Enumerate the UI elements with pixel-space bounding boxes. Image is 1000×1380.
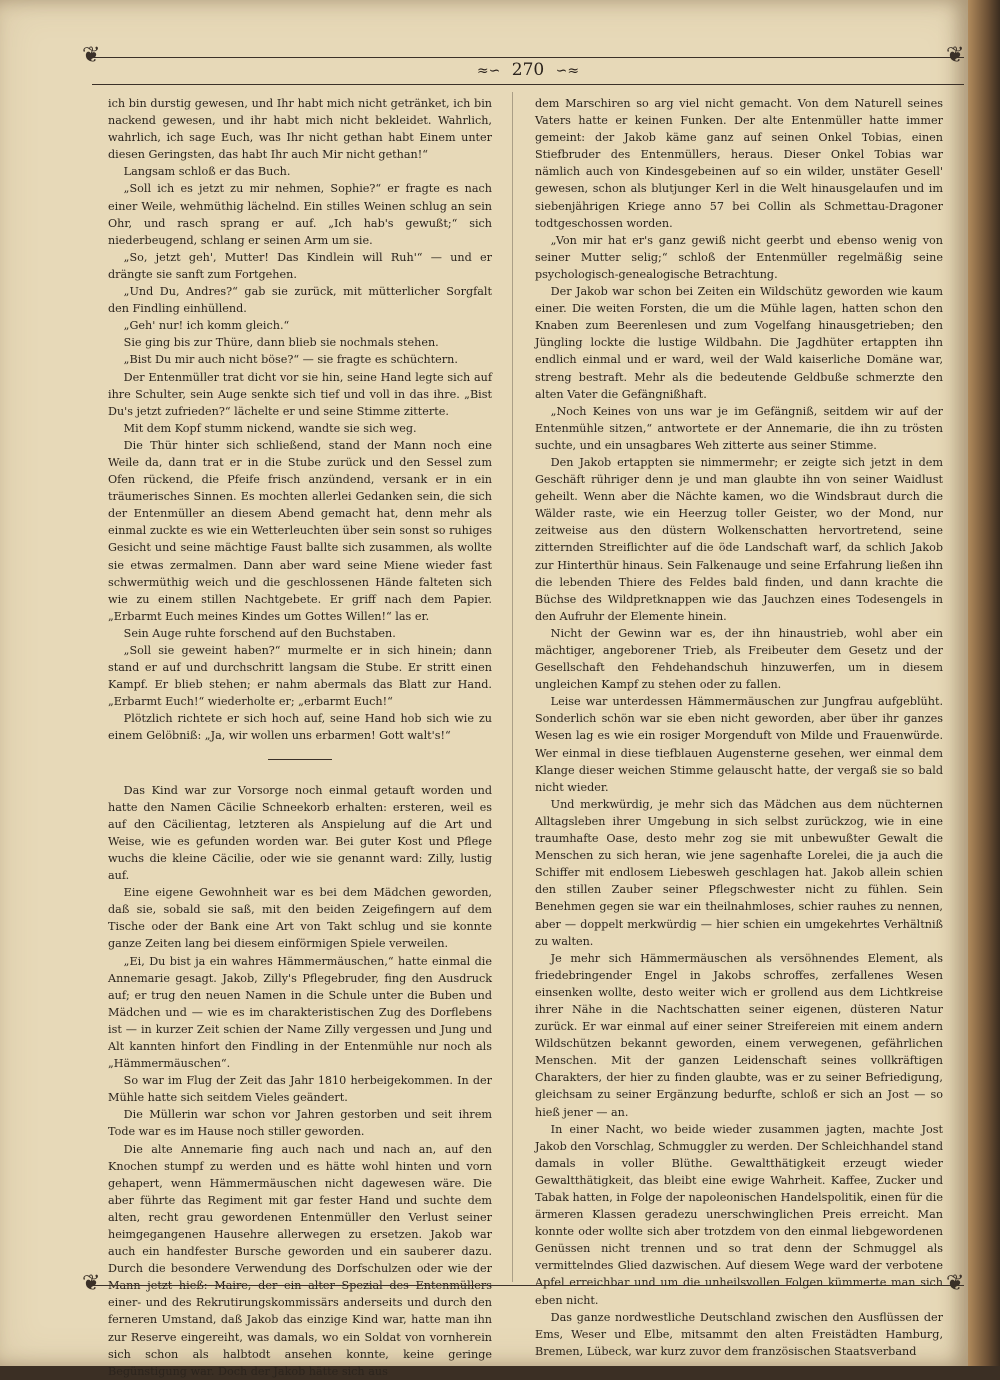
paragraph: Der Jakob war schon bei Zeiten ein Wildschütz geworden wie kaum einer. Die weiten Forsten, die um die Mühle lagen, hatten schon den Knaben zum Beerenlesen und zum Vogelfang hinausgetrieben; den Jüngling lockte die lustige Wildbahn. Die Jagdhüter ertappten ihn endlich einmal und er ward, weil der Wald kaiserliche Domäne war, streng bestraft. Mehr als die bedeutende Geldbuße schmerzte den alten Vater die Gefängnißhaft. bbox=[535, 285, 943, 401]
paragraph: „So, jetzt geh', Mutter! Das Kindlein will Ruh'“ — und er drängte sie sanft zum Fortgehen. bbox=[108, 250, 492, 281]
paragraph: „Soll sie geweint haben?“ murmelte er in sich hinein; dann stand er auf und durchschritt langsam die Stube. Er stritt einen Kampf. Er blieb stehen; er nahm abermals das Blatt zur Hand. „Erbarmt Euch!“ wiederholte er; „erbarmt Euch!“ bbox=[108, 644, 492, 709]
paragraph: Je mehr sich Hämmermäuschen als versöhnendes Element, als friedebringender Engel in Jakobs schroffes, zerfallenes Wesen einsenken wollte, desto weiter wich er grollend aus dem Lichtkreise ihrer Nähe in die Nachtschatten seiner eigenen, düsteren Natur zurück. Er war einmal auf einer seiner Streifereien mit einem andern Wildschützen bekannt geworden, einem verwegenen, gefährlichen Menschen. Mit der ganzen Leidenschaft seines vollkräftigen Charakters, der hier zu finden glaubte, was er zu seiner Befriedigung, gleichsam zu seiner Ergänzung bedurfte, schloß er sich an Jost — so hieß jener — an. bbox=[535, 951, 943, 1119]
paragraph: Sie ging bis zur Thüre, dann blieb sie nochmals stehen. bbox=[123, 336, 439, 350]
paragraph: Die Müllerin war schon vor Jahren gestorben und seit ihrem Tode war es im Hause noch stiller geworden. bbox=[108, 1108, 492, 1139]
paragraph: dem Marschiren so arg viel nicht gemacht. Von dem Naturell seines Vaters hatte er keinen Funken. Der alte Entenmüller hatte immer gemeint: der Jakob käme ganz auf seinen Onkel Tobias, einen Stiefbruder des Entenmüllers, heraus. Dieser Onkel Tobias war nämlich auch von Kindesgebeinen auf so ein wilder, unstäter Gesell' gewesen, schon als blutjunger Kerl in die Welt hinausgelaufen und im siebenjährigen Kriege anno 57 bei Collin als Schmettau-Dragoner todtgeschossen worden. bbox=[535, 97, 943, 230]
paragraph: Die alte Annemarie fing auch nach und nach an, auf den Knochen stumpf zu werden und es hätte wohl hinten und vorn gehapert, wenn Hämmermäuschen nicht dagewesen wäre. Die aber führte das Regiment mit gar fester Hand und suchte dem alten, recht grau gewordenen Entenmüller den Verlust seiner heimgegangenen Hausehre allerwegen zu ersetzen. Jakob war auch ein handfester Bursche geworden und ein sauberer dazu. Durch die besondere Verwendung des Dorfschulzen oder wie der Mann jetzt hieß: Maire, der ein alter Spezial des Entenmüllers einer- und des Rekrutirungskommissärs anderseits und durch den ferneren Umstand, daß Jakob das einzige Kind war, hatte man ihn zur Reserve eingereiht, was damals, wo ein Soldat von vornherein sich schon als halbtodt ansehen konnte, keine geringe Begünstigung war. Doch der Jakob hätte sich aus bbox=[108, 1142, 492, 1378]
corner-ornament-bottom-left-icon: ❦ bbox=[82, 1271, 101, 1296]
header-rule-bottom bbox=[92, 84, 964, 85]
left-column bbox=[108, 95, 492, 1380]
paragraph: Plötzlich richtete er sich hoch auf, seine Hand hob sich wie zu einem Gelöbniß: „Ja, wir wollen uns erbarmen! Gott walt's!“ bbox=[108, 712, 492, 743]
paragraph: „Geh' nur! ich komm gleich.“ bbox=[123, 319, 290, 333]
paragraph: „Ei, Du bist ja ein wahres Hämmermäuschen,“ hatte einmal die Annemarie gesagt. Jakob, Zilly's Pflegebruder, fing den Ausdruck auf; er trug den neuen Namen in die Schule unter die Buben und Mädchen und — wie es im charakteristischen Zug des Dorflebens ist — in kurzer Zeit schien der Name Zilly vergessen und Jung und Alt kannten hinfort den Findling in der Entenmühle nur noch als „Hämmermäuschen“. bbox=[108, 954, 492, 1071]
paragraph: In einer Nacht, wo beide wieder zusammen jagten, machte Jost Jakob den Vorschlag, Schmuggler zu werden. Der Schleichhandel stand damals in voller Blüthe. Gewaltthätigkeit erzeugt wieder Gewaltthätigkeit, das bleibt eine ewige Wahrheit. Kaffee, Zucker und Tabak hatten, in Folge der napoleonischen Handelspolitik, einen für die ärmeren Klassen geradezu unerschwinglichen Preis erreicht. Man konnte oder wollte sich aber trotzdem von den einmal liebgewordenen Genüssen nicht trennen und so trat denn der Schmuggel als vermittelndes Glied dazwischen. Auf diesem Wege ward der verbotene Apfel erreichbar und um die unheilsvollen Folgen kümmerte man sich eben nicht. bbox=[535, 1122, 943, 1307]
paragraph: „Bist Du mir auch nicht böse?“ — sie fragte es schüchtern. bbox=[123, 353, 458, 367]
paragraph: „Soll ich es jetzt zu mir nehmen, Sophie?“ er fragte es nach einer Weile, wehmüthig lächelnd. Ein stilles Weinen schlug an sein Ohr, und rasch sprang er auf. „Ich hab's gewußt;“ sich niederbeugend, schlang er seinen Arm um sie. bbox=[108, 182, 492, 247]
paragraph: „Noch Keines von uns war je im Gefängniß, seitdem wir auf der Entenmühle sitzen,“ antwortete er der Annemarie, die ihn zu trösten suchte, und ein unsagbares Weh zitterte aus seiner Stimme. bbox=[535, 404, 943, 452]
footer-rule bbox=[92, 1285, 964, 1286]
paragraph: Den Jakob ertappten sie nimmermehr; er zeigte sich jetzt in dem Geschäft rühriger denn je und man glaubte ihn von seiner Waidlust geheilt. Wenn aber die Nächte kamen, wo die Windsbraut durch die Wälder raste, wie ein Heerzug toller Geister, wo der Mond, nur zeitweise aus den düstern Wolkenschatten hervortretend, seine zitternden Streiflichter auf die öde Landschaft warf, da schlich Jakob zur Hinterthür hinaus. Sein Falkenauge und seine Erfahrung ließen ihn die lebenden Thiere des Feldes bald finden, und dann krachte die Büchse des Wildpretknappen wie das Jauchzen eines Todesengels in den Aufruhr der Elemente hinein. bbox=[535, 455, 943, 623]
paragraph: Mit dem Kopf stumm nickend, wandte sie sich weg. bbox=[123, 421, 417, 435]
paragraph: Das ganze nordwestliche Deutschland zwischen den Ausflüssen der Ems, Weser und Elbe, mitsammt den alten Freistädten Hamburg, Bremen, Lübeck, war kurz zuvor dem französischen Staatsverband bbox=[535, 1310, 943, 1358]
corner-ornament-top-left-icon: ❦ bbox=[82, 43, 101, 68]
paragraph: Das Kind war zur Vorsorge noch einmal getauft worden und hatte den Namen Cäcilie Schneekorb erhalten: ersteren, weil es auf den Cäcilientag, letzteren als Anspielung auf die Art und Weise, wie es gefunden worden war. Bei guter Kost und Pflege wuchs die kleine Cäcilie, oder wie sie genannt ward: Zilly, lustig auf. bbox=[108, 783, 492, 883]
book-gutter bbox=[968, 0, 1000, 1366]
column-divider bbox=[512, 92, 513, 1282]
page-number: 270 bbox=[511, 60, 545, 80]
paragraph: Die Thür hinter sich schließend, stand der Mann noch eine Weile da, dann trat er in die Stube zurück und den Sessel zum Ofen rückend, die Pfeife frisch anzündend, versank er in ein träumerisches Sinnen. Es mochten allerlei Gedanken sein, die sich der Entenmüller an diesem Abend gemacht hat, denn mehr als einmal zuckte es wie ein Wetterleuchten über sein sonst so ruhiges Gesicht und seine mächtige Faust ballte sich zusammen, als wollte sie etwas zermalmen. Dann aber ward seine Miene wieder fast schwermüthig weich und die geschlossenen Hände falteten sich wie zu einem stillen Nachtgebete. Er griff nach dem Papier. „Erbarmt Euch meines Kindes um Gottes Willen!“ las er. bbox=[108, 438, 492, 623]
paragraph: Nicht der Gewinn war es, der ihn hinaustrieb, wohl aber ein mächtiger, angeborener Trieb, als Freibeuter dem Gesetz und der Gesellschaft den Fehdehandschuh hinzuwerfen, um in diesem ungleichen Kampf zu stehen oder zu fallen. bbox=[535, 626, 943, 692]
paragraph: Sein Auge ruhte forschend auf den Buchstaben. bbox=[123, 626, 396, 640]
paragraph: „Und Du, Andres?“ gab sie zurück, mit mütterlicher Sorgfalt den Findling einhüllend. bbox=[108, 285, 492, 316]
corner-ornament-bottom-right-icon: ❦ bbox=[946, 1271, 965, 1296]
paragraph: Langsam schloß er das Buch. bbox=[123, 165, 291, 179]
corner-ornament-top-right-icon: ❦ bbox=[946, 43, 965, 68]
paragraph: Eine eigene Gewohnheit war es bei dem Mädchen geworden, daß sie, sobald sie saß, mit den beiden Zeigefingern auf dem Tische oder der Bank eine Art von Takt schlug und sie konnte ganze Zeiten lang bei diesem einförmigen Spiele verweilen. bbox=[108, 886, 492, 951]
page-header bbox=[92, 60, 964, 84]
paragraph: Und merkwürdig, je mehr sich das Mädchen aus dem nüchternen Alltagsleben ihrer Umgebung in sich selbst zurückzog, wie in eine traumhafte Oase, desto mehr zog sie mit unbewußter Gewalt die Menschen zu sich heran, wie jene sagenhafte Lorelei, die ja auch die Schiffer mit endlosem Liebesweh geschlagen hat. Jakob allein schien den stillen Zauber seiner Pflegschwester nicht zu fühlen. Sein Benehmen gegen sie war ein theilnahmloses, schier rauhes zu nennen, aber — doppelt merkwürdig — hier schien ein umgekehrtes Verhältniß zu walten. bbox=[535, 797, 943, 948]
right-column bbox=[535, 95, 943, 1360]
paragraph: So war im Flug der Zeit das Jahr 1810 herbeigekommen. In der Mühle hatte sich seitdem Vieles geändert. bbox=[108, 1074, 492, 1105]
paragraph: ich bin durstig gewesen, und Ihr habt mich nicht getränket, ich bin nackend gewesen, und ihr habt mich nicht bekleidet. Wahrlich, wahrlich, ich sage Euch, was Ihr nicht gethan habt Einem unter diesen Geringsten, das habt Ihr auch Mir nicht gethan!“ bbox=[108, 97, 492, 162]
header-ornament-right: ∽≈ bbox=[555, 63, 580, 79]
section-divider bbox=[268, 759, 332, 760]
paragraph: Der Entenmüller trat dicht vor sie hin, seine Hand legte sich auf ihre Schulter, sein Auge senkte sich tief und voll in das ihre. „Bist Du's jetzt zufrieden?“ lächelte er und seine Stimme zitterte. bbox=[108, 370, 492, 418]
paragraph: „Von mir hat er's ganz gewiß nicht geerbt und ebenso wenig von seiner Mutter selig;“ schloß der Entenmüller regelmäßig seine psychologisch-genealogische Betrachtung. bbox=[535, 233, 943, 281]
header-rule-top bbox=[92, 57, 964, 58]
header-ornament-left: ≈∽ bbox=[476, 63, 501, 79]
paragraph: Leise war unterdessen Hämmermäuschen zur Jungfrau aufgeblüht. Sonderlich schön war sie eben nicht geworden, aber über ihr ganzes Wesen lag es wie ein rosiger Morgenduft von Milde und Frauenwürde. Wer einmal in diese tiefblauen Augensterne gesehen, wer einmal dem Klange dieser weichen Stimme gelauscht hatte, der vergaß sie so bald nicht wieder. bbox=[535, 695, 943, 794]
